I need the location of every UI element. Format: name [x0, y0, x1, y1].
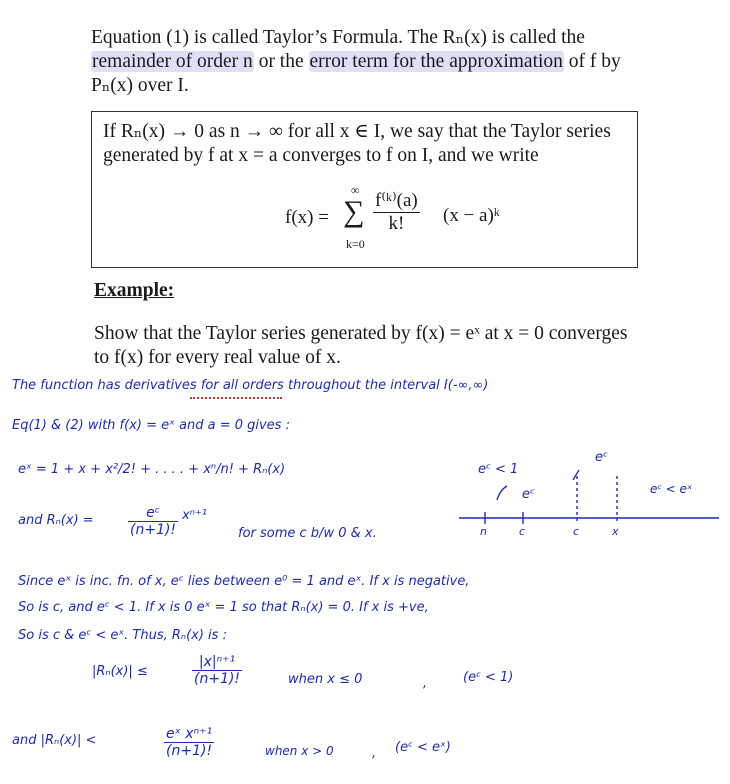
- formula-tail: (x − a)ᵏ: [443, 205, 500, 226]
- note-dotted-underline: [190, 397, 282, 399]
- formula-fraction: [373, 189, 420, 235]
- paragraph-tail: of f by: [563, 51, 621, 72]
- sketch-left-label: eᶜ < 1: [478, 462, 519, 477]
- sum-upper-limit: ∞: [351, 183, 360, 197]
- arrow-left: [497, 486, 507, 500]
- paragraph-line-3: Pₙ(x) over I.: [91, 75, 189, 96]
- sketch-right-label: eᶜ < eˣ: [650, 482, 693, 496]
- note-line-8-label: |Rₙ(x)| ≤: [92, 664, 148, 679]
- example-line-2: to f(x) for every real value of x.: [94, 347, 341, 368]
- highlight-remainder: remainder of order n: [92, 51, 253, 72]
- sketch-mid-label: eᶜ: [522, 487, 535, 502]
- example-line-1: Show that the Taylor series generated by f(x) = eˣ at x = 0 converges: [94, 323, 628, 344]
- note-line-4-power: xⁿ⁺¹: [182, 508, 207, 523]
- paragraph-line-2: [91, 50, 621, 74]
- note-line-8-fraction: [192, 654, 242, 687]
- definition-line-1: If Rₙ(x) → 0 as n → ∞ for all x ∈ I, we say that the Taylor series: [103, 121, 611, 142]
- highlight-error-term: error term for the approximation: [309, 51, 563, 72]
- formula-lhs: f(x) =: [285, 207, 329, 228]
- sketch-tick-c1: c: [519, 525, 526, 538]
- note-line-2: Eq(1) & (2) with f(x) = eˣ and a = 0 gives :: [12, 418, 290, 433]
- note-line-3: eˣ = 1 + x + x²/2! + . . . . + xⁿ/n! + Rₙ(x): [18, 462, 286, 477]
- note-line-8-comma: ,: [423, 676, 428, 691]
- note-line-9-label: and |Rₙ(x)| <: [12, 733, 97, 748]
- sketch-right-top: eᶜ: [595, 450, 608, 465]
- note-line-9-numerator: eˣ xⁿ⁺¹: [166, 726, 213, 742]
- sketch-tick-x: x: [612, 525, 619, 538]
- note-line-5: Since eˣ is inc. fn. of x, eᶜ lies between e⁰ = 1 and eˣ. If x is negative,: [18, 574, 470, 589]
- note-line-8-reason: (eᶜ < 1): [463, 670, 514, 685]
- sketch-tick-n: n: [480, 525, 487, 538]
- note-line-9-reason: (eᶜ < eˣ): [395, 740, 451, 755]
- formula-denominator: k!: [388, 213, 405, 234]
- note-line-9-fraction: [164, 726, 214, 759]
- arrow-right: [573, 470, 579, 480]
- note-line-4-condition: for some c b/w 0 & x.: [238, 526, 377, 541]
- note-line-9-denominator: (n+1)!: [166, 743, 213, 759]
- paragraph-connector: or the: [253, 51, 309, 72]
- paragraph-line-1: Equation (1) is called Taylor’s Formula. The Rₙ(x) is called the: [91, 27, 585, 48]
- note-line-8-denominator: (n+1)!: [194, 671, 241, 687]
- definition-text: [103, 120, 611, 168]
- sketch-tick-c2: c: [573, 525, 580, 538]
- example-statement: [94, 322, 627, 370]
- paragraph-taylor-formula: [91, 26, 621, 98]
- note-line-9-condition: when x > 0: [265, 744, 334, 758]
- note-line-4-fraction: [128, 505, 178, 538]
- definition-line-2: generated by f at x = a converges to f on I, and we write: [103, 145, 539, 166]
- note-line-4-label: and Rₙ(x) =: [18, 513, 94, 528]
- note-line-8-condition: when x ≤ 0: [288, 672, 363, 687]
- note-line-4-denominator: (n+1)!: [130, 522, 177, 538]
- note-line-8-numerator: |x|ⁿ⁺¹: [192, 654, 242, 671]
- sigma-symbol: ∑: [343, 195, 365, 228]
- formula-numerator: f⁽ᵏ⁾(a): [375, 190, 418, 211]
- example-heading: Example:: [94, 280, 175, 301]
- note-line-1: The function has derivatives for all orders throughout the interval I(-∞,∞): [12, 378, 489, 393]
- note-line-7: So is c & eᶜ < eˣ. Thus, Rₙ(x) is :: [18, 628, 227, 643]
- note-line-4-numerator: eᶜ: [128, 505, 178, 522]
- note-line-6: So is c, and eᶜ < 1. If x is 0 eˣ = 1 so that Rₙ(x) = 0. If x is +ve,: [18, 600, 429, 615]
- note-line-9-comma: ,: [372, 746, 377, 761]
- sum-lower-limit: k=0: [346, 237, 365, 251]
